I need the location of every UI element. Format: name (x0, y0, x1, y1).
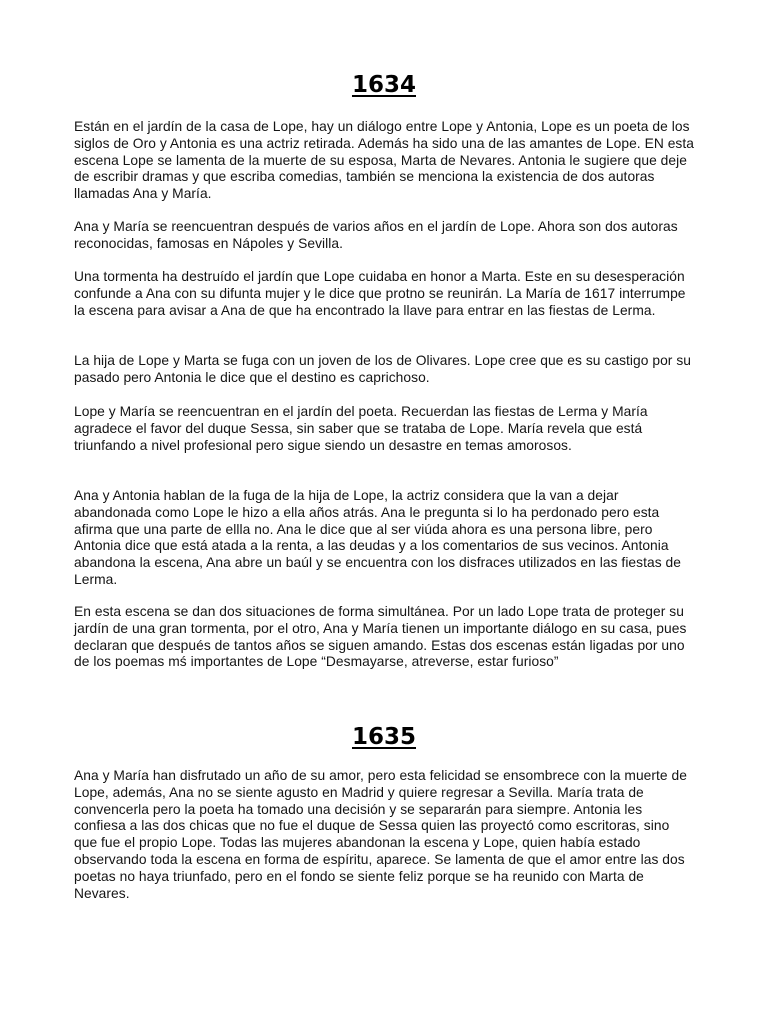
paragraph-ana-maria-reencuentro: Ana y María se reencuentran después de varios años en el jardín de Lope. Ahora son dos autoras reconocidas, famosas en Nápoles y Sevilla. (74, 219, 678, 251)
paragraph-escena-simultanea: En esta escena se dan dos situaciones de forma simultánea. Por un lado Lope trata de proteger su jardín de una gran tormenta, por el otro, Ana y María tienen un importante diálogo en su casa, pues declaran que después de tantos años se siguen amando. Estas dos escenas están ligadas por uno de los poemas mś importantes de Lope “Desmayarse, atreverse, estar furioso” (74, 604, 687, 670)
section-heading-1635: 1635 (351, 724, 416, 750)
paragraph-jardin-lope-antonia: Están en el jardín de la casa de Lope, hay un diálogo entre Lope y Antonia, Lope es un poeta de los siglos de Oro y Antonia es una actriz retirada. Además ha sido una de las amantes de Lope. EN esta escena Lope se lamenta de la muerte de su esposa, Marta de Nevares. Antonia le sugiere que deje de escribir dramas y que escriba comedias, también se menciona la existencia de dos autoras llamadas Ana y María. (74, 119, 694, 202)
paragraph-final-1635: Ana y María han disfrutado un año de su amor, pero esta felicidad se ensombrece con la muerte de Lope, además, Ana no se siente agusto en Madrid y quiere regresar a Sevilla. María trata de convencerla pero la poeta ha tomado una decisión y se separarán para siempre. Antonia les confiesa a las dos chicas que no fue el duque de Sessa quien las proyectó como escritoras, sino que fue el propio Lope. Todas las mujeres abandonan la escena y Lope, quien había estado observando toda la escena en forma de espíritu, aparece. Se lamenta de que el amor entre las dos poetas no haya triunfado, pero en el fondo se siente feliz porque se ha reunido con Marta de Nevares. (74, 768, 687, 901)
paragraph-hija-fuga: La hija de Lope y Marta se fuga con un joven de los de Olivares. Lope cree que es su castigo por su pasado pero Antonia le dice que el destino es caprichoso. (74, 353, 691, 385)
paragraph-ana-antonia-dialogo: Ana y Antonia hablan de la fuga de la hija de Lope, la actriz considera que la van a dejar abandonada como Lope le hizo a ella años atrás. Ana le pregunta si lo ha perdonado pero esta afirma que una parte de ellla no. Ana le dice que al ser viúda ahora es una persona libre, pero Antonia dice que está atada a la renta, a las deudas y a los comentarios de sus vecinos. Antonia abandona la escena, Ana abre un baúl y se encuentra con los disfraces utilizados en las fiestas de Lerma. (74, 488, 681, 587)
paragraph-tormenta-jardin: Una tormenta ha destruído el jardín que Lope cuidaba en honor a Marta. Este en su desesperación confunde a Ana con su difunta mujer y le dice que protno se reunirán. La María de 1617 interrumpe la escena para avisar a Ana de que ha encontrado la llave para entrar en las fiestas de Lerma. (74, 269, 686, 318)
section-heading-1634: 1634 (351, 72, 416, 98)
paragraph-lope-maria-reencuentro: Lope y María se reencuentran en el jardín del poeta. Recuerdan las fiestas de Lerma y María agradece el favor del duque Sessa, sin saber que se trataba de Lope. María revela que está triunfando a nivel profesional pero sigue siendo un desastre en temas amorosos. (74, 404, 648, 453)
